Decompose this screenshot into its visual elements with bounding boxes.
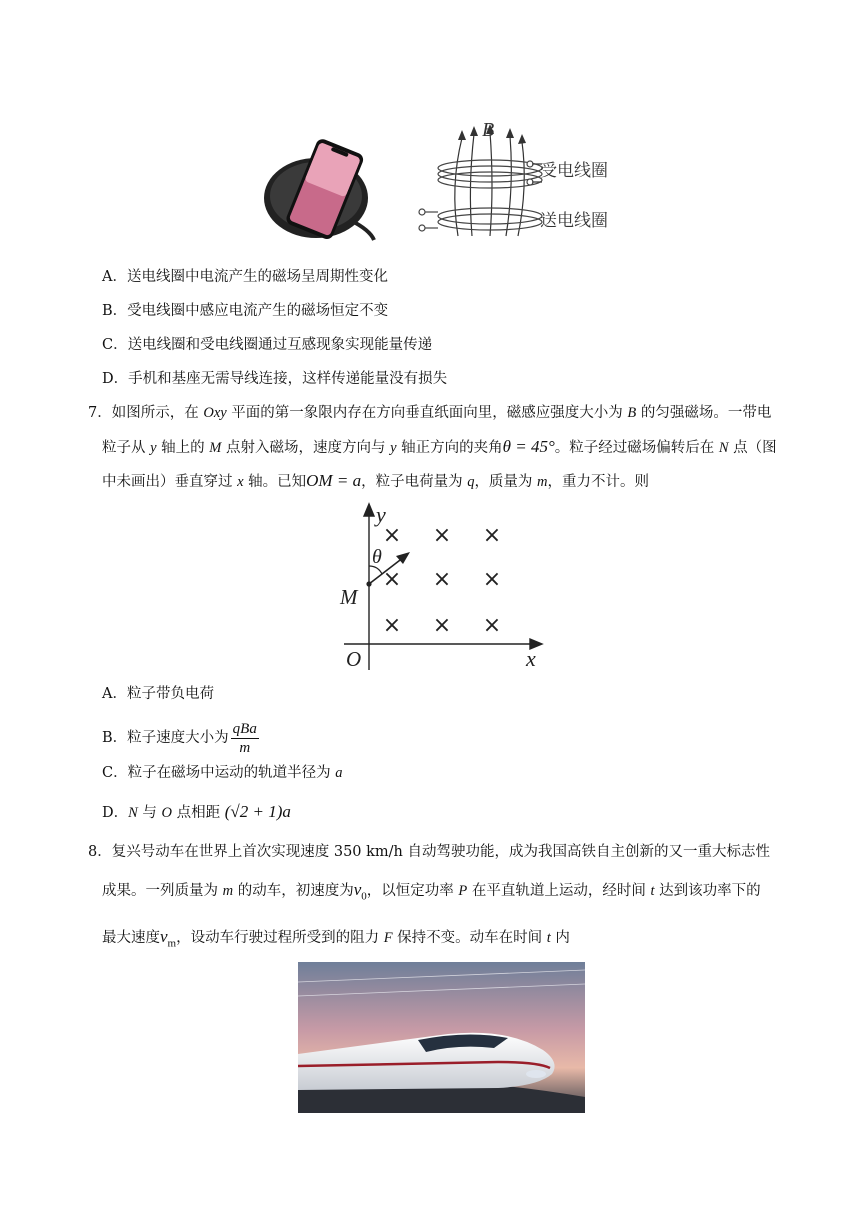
q6-option-b bbox=[102, 300, 388, 322]
option-letter: D． bbox=[102, 371, 129, 387]
text: 复兴号动车在世界上首次实现速度 350 km/h 自动驾驶功能，成为我国高铁自主创新的又一重大标志性 bbox=[111, 844, 770, 860]
coil-diagram bbox=[410, 116, 625, 242]
text: 与 bbox=[137, 805, 162, 821]
theta-label: θ bbox=[372, 546, 382, 568]
text: ，粒子电荷量为 bbox=[361, 474, 468, 490]
text: 内 bbox=[550, 930, 570, 946]
field-cross: × bbox=[482, 567, 502, 592]
text: 的匀强磁场。一带电 bbox=[636, 405, 772, 421]
field-cross: × bbox=[482, 613, 502, 638]
var-a: a bbox=[335, 765, 343, 781]
om-expression: OM = a bbox=[306, 471, 362, 490]
sending-coil-label: 送电线圈 bbox=[540, 211, 608, 230]
subscript: 0 bbox=[361, 890, 367, 903]
field-cross: × bbox=[382, 523, 402, 548]
var-f: F bbox=[383, 930, 393, 946]
var-b: B bbox=[627, 405, 637, 421]
option-letter: A． bbox=[102, 269, 127, 285]
text: 点（图 bbox=[728, 440, 777, 456]
option-text: 粒子速度大小为 bbox=[127, 730, 229, 746]
q8-stem-line-3 bbox=[102, 926, 570, 954]
text: 。粒子经过磁场偏转后在 bbox=[554, 440, 719, 456]
v-symbol: v bbox=[160, 927, 168, 946]
var-y: y bbox=[390, 440, 397, 456]
var-p: P bbox=[458, 883, 468, 899]
fraction-numerator: qBa bbox=[232, 720, 257, 737]
q6-option-a bbox=[102, 266, 388, 288]
field-label: B bbox=[482, 119, 495, 141]
field-cross: × bbox=[432, 567, 452, 592]
option-text: 粒子带负电荷 bbox=[126, 686, 214, 702]
q7-option-b bbox=[102, 716, 259, 760]
var-m-point: M bbox=[209, 440, 222, 456]
vm-symbol bbox=[160, 927, 177, 950]
var-mass: m bbox=[222, 883, 234, 899]
wireless-charger-photo bbox=[262, 138, 382, 244]
subscript: m bbox=[167, 937, 177, 950]
q6-option-d bbox=[102, 368, 447, 390]
var-n: N bbox=[128, 805, 138, 821]
angle-expression: θ = 45° bbox=[502, 437, 555, 456]
option-text: 手机和基座无需导线连接，这样传递能量没有损失 bbox=[128, 371, 448, 387]
q7-stem-line-2 bbox=[102, 436, 777, 459]
field-cross: × bbox=[482, 523, 502, 548]
var-x: x bbox=[237, 474, 244, 490]
var-mass: m bbox=[537, 474, 548, 490]
q6-option-c bbox=[102, 334, 432, 356]
text: 最大速度 bbox=[102, 930, 160, 946]
text: 粒子从 bbox=[102, 440, 151, 456]
distance-expression: (√2 + 1)a bbox=[224, 802, 291, 821]
magnetic-field-diagram bbox=[334, 500, 554, 676]
field-cross: × bbox=[382, 567, 402, 592]
option-text: 粒子在磁场中运动的轨道半径为 bbox=[127, 765, 336, 781]
text: 中未画出）垂直穿过 bbox=[102, 474, 238, 490]
high-speed-train-photo bbox=[298, 962, 585, 1113]
y-axis-label: y bbox=[376, 502, 386, 527]
option-letter: D． bbox=[102, 805, 129, 821]
text: 保持不变。动车在时间 bbox=[392, 930, 547, 946]
option-letter: C． bbox=[102, 765, 128, 781]
var-t: t bbox=[650, 883, 655, 899]
text: 如图所示，在 bbox=[111, 405, 204, 421]
option-text: 受电线圈中感应电流产生的磁场恒定不变 bbox=[127, 303, 389, 319]
text: 轴正方向的夹角 bbox=[396, 440, 503, 456]
text: 的动车，初速度为 bbox=[233, 883, 354, 899]
v0-symbol bbox=[353, 880, 367, 903]
text: ，以恒定功率 bbox=[366, 883, 459, 899]
option-letter: B． bbox=[102, 730, 128, 746]
question-number: 8． bbox=[88, 844, 112, 860]
option-text: 送电线圈和受电线圈通过互感现象实现能量传递 bbox=[127, 337, 433, 353]
text: ，质量为 bbox=[474, 474, 538, 490]
var-q: q bbox=[467, 474, 475, 490]
origin-label: O bbox=[346, 647, 362, 671]
text: ，重力不计。则 bbox=[547, 474, 650, 490]
v-symbol: v bbox=[353, 880, 362, 899]
q7-stem-line-3 bbox=[102, 470, 649, 493]
speed-fraction bbox=[231, 720, 259, 757]
text: 点射入磁场，速度方向与 bbox=[221, 440, 391, 456]
option-text: 送电线圈中电流产生的磁场呈周期性变化 bbox=[126, 269, 388, 285]
text: 成果。一列质量为 bbox=[102, 883, 223, 899]
option-letter: A． bbox=[102, 686, 127, 702]
x-axis-label: x bbox=[526, 646, 536, 671]
text: 轴。已知 bbox=[243, 474, 307, 490]
text: 点相距 bbox=[172, 805, 225, 821]
q7-option-d bbox=[102, 801, 291, 824]
q7-option-c bbox=[102, 762, 342, 784]
var-t: t bbox=[546, 930, 551, 946]
q7-stem-line-1 bbox=[88, 402, 771, 424]
point-m-label: M bbox=[340, 585, 358, 609]
var-y: y bbox=[150, 440, 157, 456]
q8-stem-line-1 bbox=[88, 841, 770, 863]
var-n: N bbox=[718, 440, 729, 456]
receiving-coil-label: 受电线圈 bbox=[540, 161, 608, 180]
var-o: O bbox=[161, 805, 173, 821]
fraction-denominator: m bbox=[239, 739, 251, 756]
field-cross: × bbox=[432, 613, 452, 638]
q7-option-a bbox=[102, 683, 214, 705]
q8-stem-line-2 bbox=[102, 879, 761, 907]
text: 在平直轨道上运动，经时间 bbox=[467, 883, 651, 899]
field-cross: × bbox=[432, 523, 452, 548]
var-oxy: Oxy bbox=[203, 405, 227, 421]
text: 达到该功率下的 bbox=[654, 883, 761, 899]
question-number: 7． bbox=[88, 405, 112, 421]
text: 平面的第一象限内存在方向垂直纸面向里，磁感应强度大小为 bbox=[226, 405, 628, 421]
option-letter: B． bbox=[102, 303, 128, 319]
option-letter: C． bbox=[102, 337, 128, 353]
field-cross: × bbox=[382, 613, 402, 638]
text: ，设动车行驶过程所受到的阻力 bbox=[176, 930, 384, 946]
text: 轴上的 bbox=[156, 440, 210, 456]
